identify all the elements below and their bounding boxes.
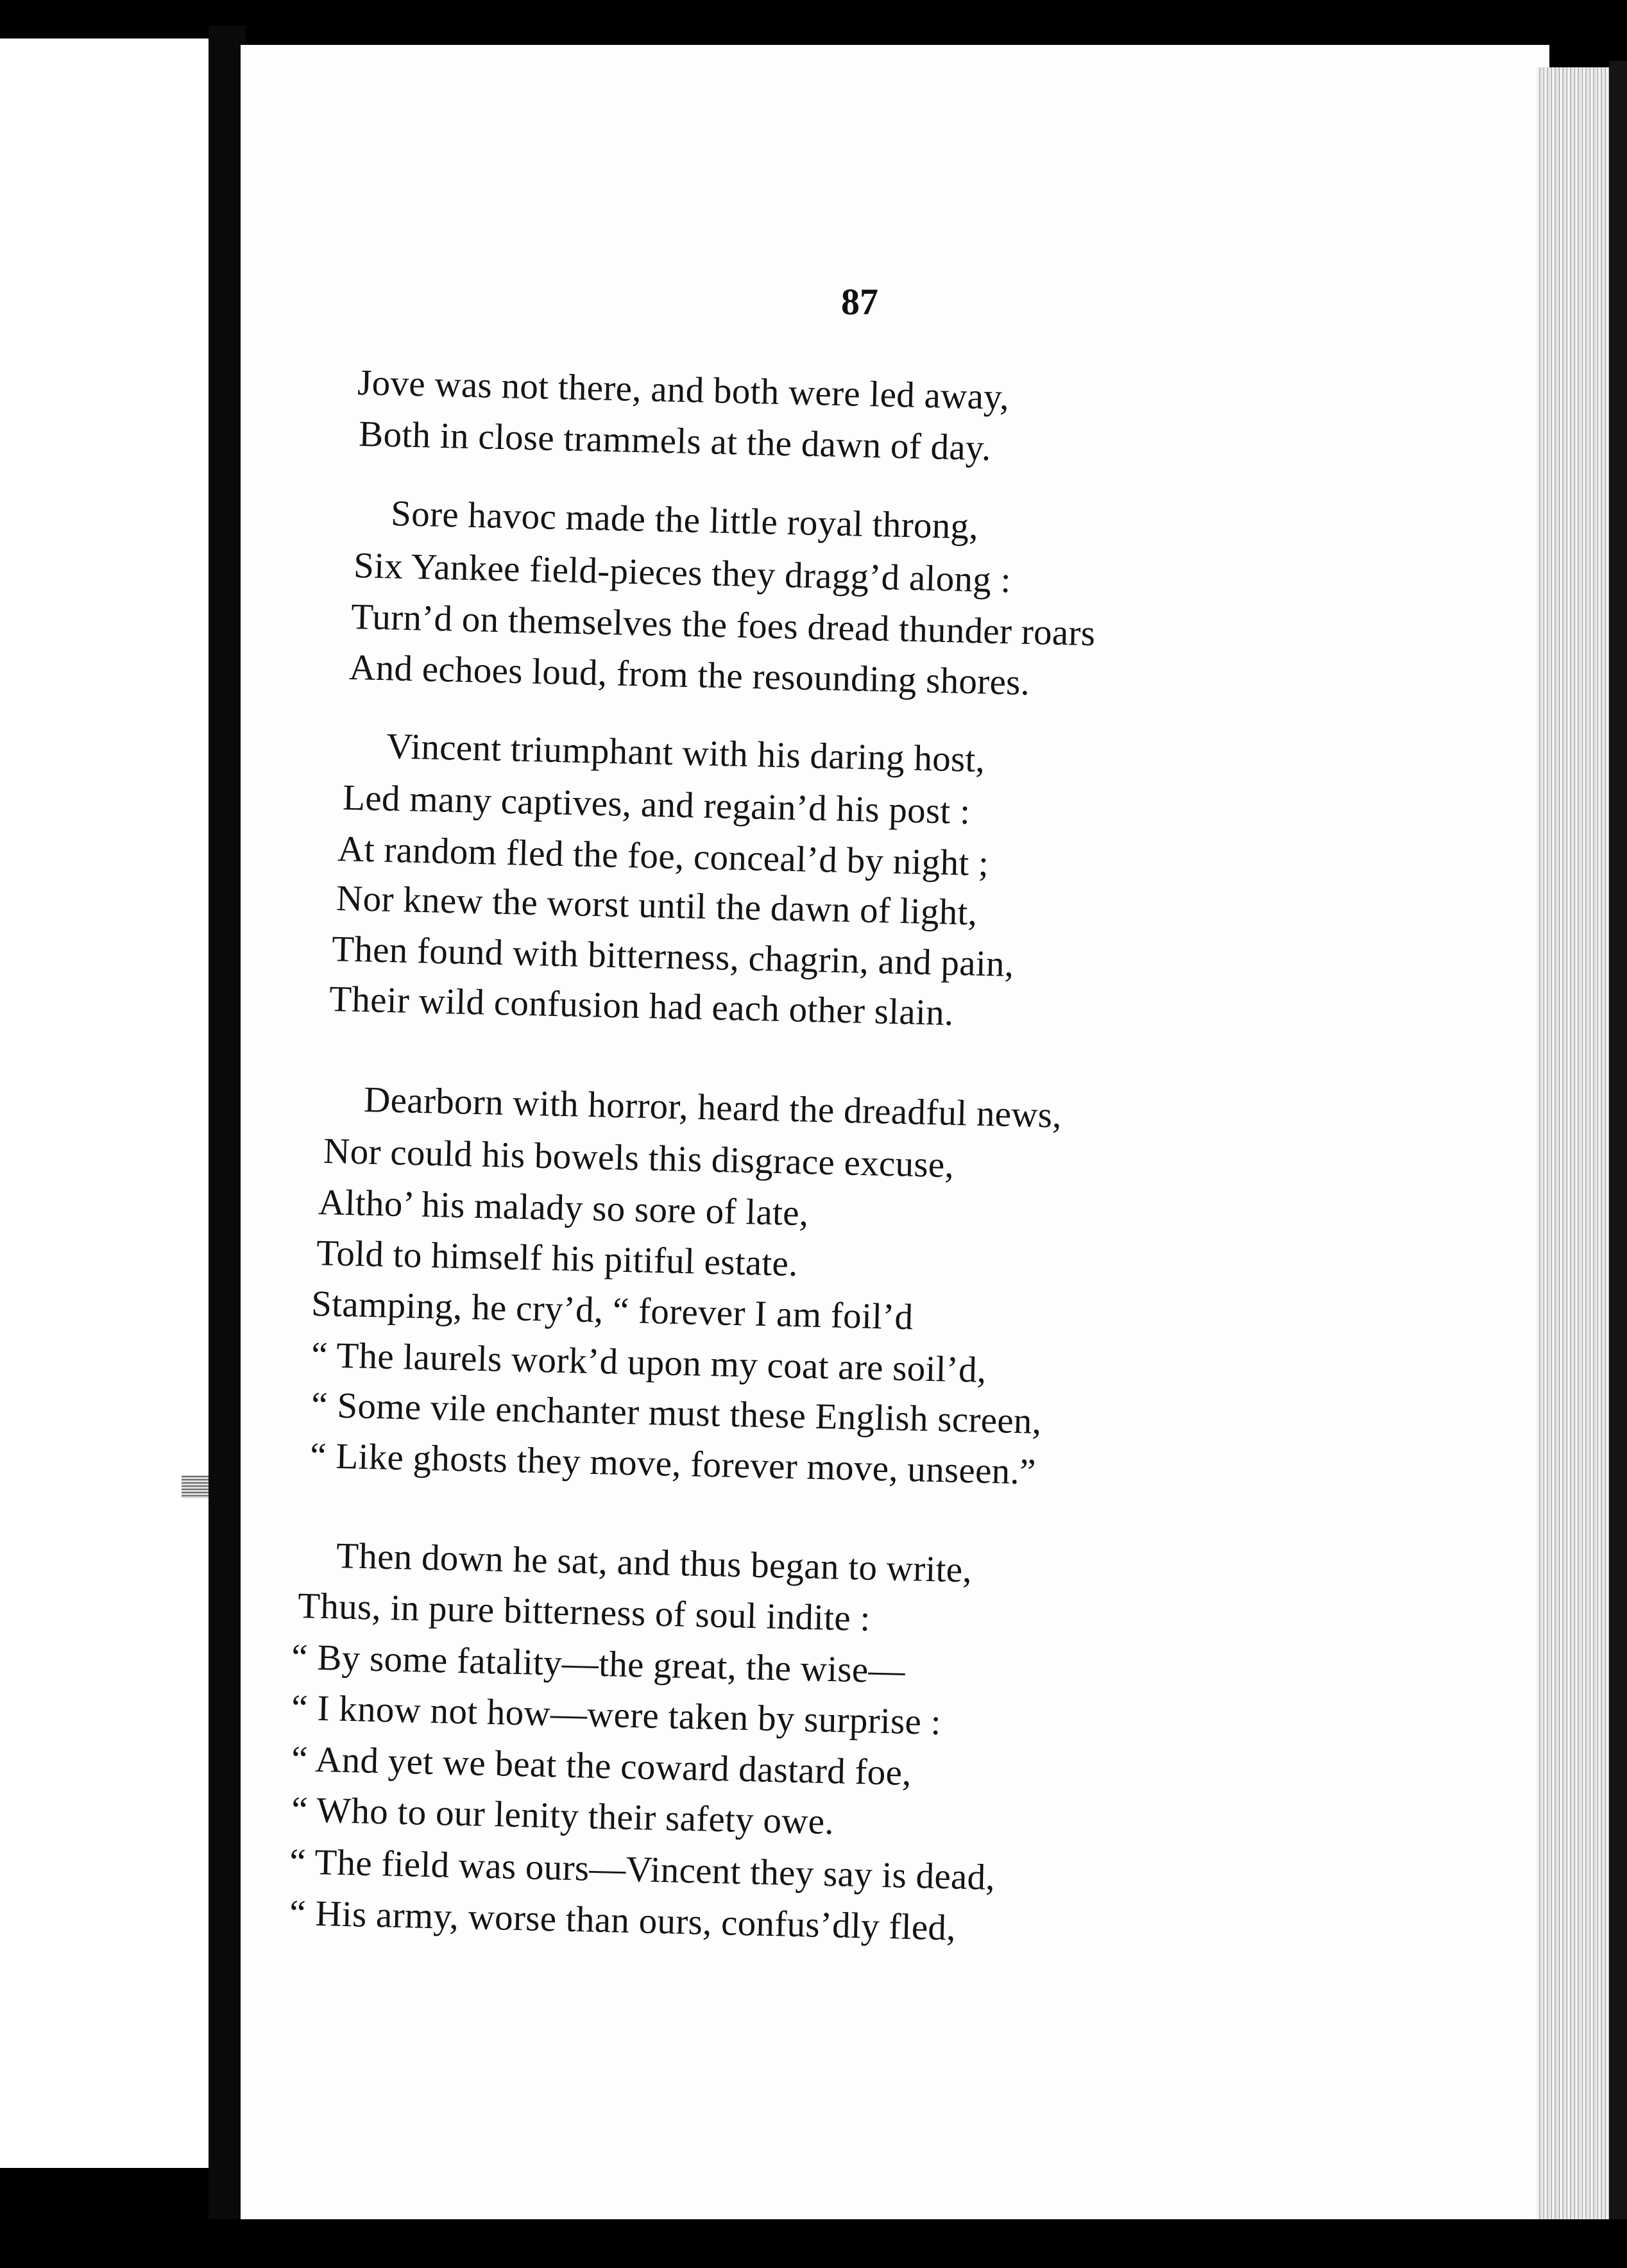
poem-line: Six Yankee field-pieces they dragg’d along : bbox=[353, 545, 1012, 601]
poem-line: Their wild confusion had each other slain. bbox=[328, 979, 955, 1034]
poem-line: “ And yet we beat the coward dastard foe, bbox=[291, 1739, 912, 1793]
poem-line: Sore havoc made the little royal throng, bbox=[390, 493, 979, 547]
facing-page bbox=[0, 38, 218, 2168]
poem-line: Then down he sat, and thus began to write, bbox=[336, 1536, 973, 1591]
poem-line: Turn’d on themselves the foes dread thunder roars bbox=[350, 597, 1096, 654]
poem-line: Thus, in pure bitterness of soul indite : bbox=[297, 1586, 871, 1639]
poem-line: “ Like ghosts they move, forever move, unseen.” bbox=[309, 1435, 1037, 1493]
poem-line: Stamping, he cry’d, “ forever I am foil’d bbox=[311, 1283, 914, 1338]
poem-line: At random fled the foe, conceal’d by night ; bbox=[337, 829, 989, 884]
poem-line: “ His army, worse than ours, confus’dly fled, bbox=[289, 1893, 957, 1949]
poem-line: Both in close trammels at the dawn of day. bbox=[358, 414, 992, 469]
poem-line: Then found with bitterness, chagrin, and pain, bbox=[331, 929, 1015, 985]
poem-line: Nor knew the worst until the dawn of light, bbox=[336, 878, 978, 933]
poem-line: Vincent triumphant with his daring host, bbox=[386, 726, 985, 781]
margin-mark bbox=[182, 1475, 209, 1498]
poem-line: “ By some fatality—the great, the wise— bbox=[291, 1637, 906, 1691]
poem-line: “ Some vile enchanter must these English screen, bbox=[311, 1385, 1043, 1442]
poem-line: “ The field was ours—Vincent they say is dead, bbox=[289, 1841, 996, 1898]
page-edges bbox=[1537, 67, 1614, 2235]
poem-line: “ Who to our lenity their safety owe. bbox=[291, 1790, 835, 1843]
poem-line: Told to himself his pitiful estate. bbox=[316, 1233, 799, 1285]
poem-line: Dearborn with horror, heard the dreadful news, bbox=[363, 1079, 1062, 1136]
poem-line: Altho’ his malady so sore of late, bbox=[318, 1182, 810, 1234]
page-number: 87 bbox=[841, 281, 878, 323]
poem-line: Jove was not there, and both were led away, bbox=[357, 362, 1010, 418]
poem-line: And echoes loud, from the resounding shores. bbox=[348, 647, 1030, 704]
scan-bottom-border bbox=[0, 2219, 1627, 2268]
poem-line: “ The laurels work’d upon my coat are soil’d, bbox=[311, 1335, 987, 1391]
poem-line: Nor could his bowels this disgrace excuse, bbox=[323, 1131, 955, 1186]
page-edge-shadow bbox=[1609, 61, 1627, 2255]
poem-line: Led many captives, and regain’d his post : bbox=[342, 777, 971, 833]
poem-line: “ I know not how—were taken by surprise : bbox=[291, 1688, 942, 1743]
